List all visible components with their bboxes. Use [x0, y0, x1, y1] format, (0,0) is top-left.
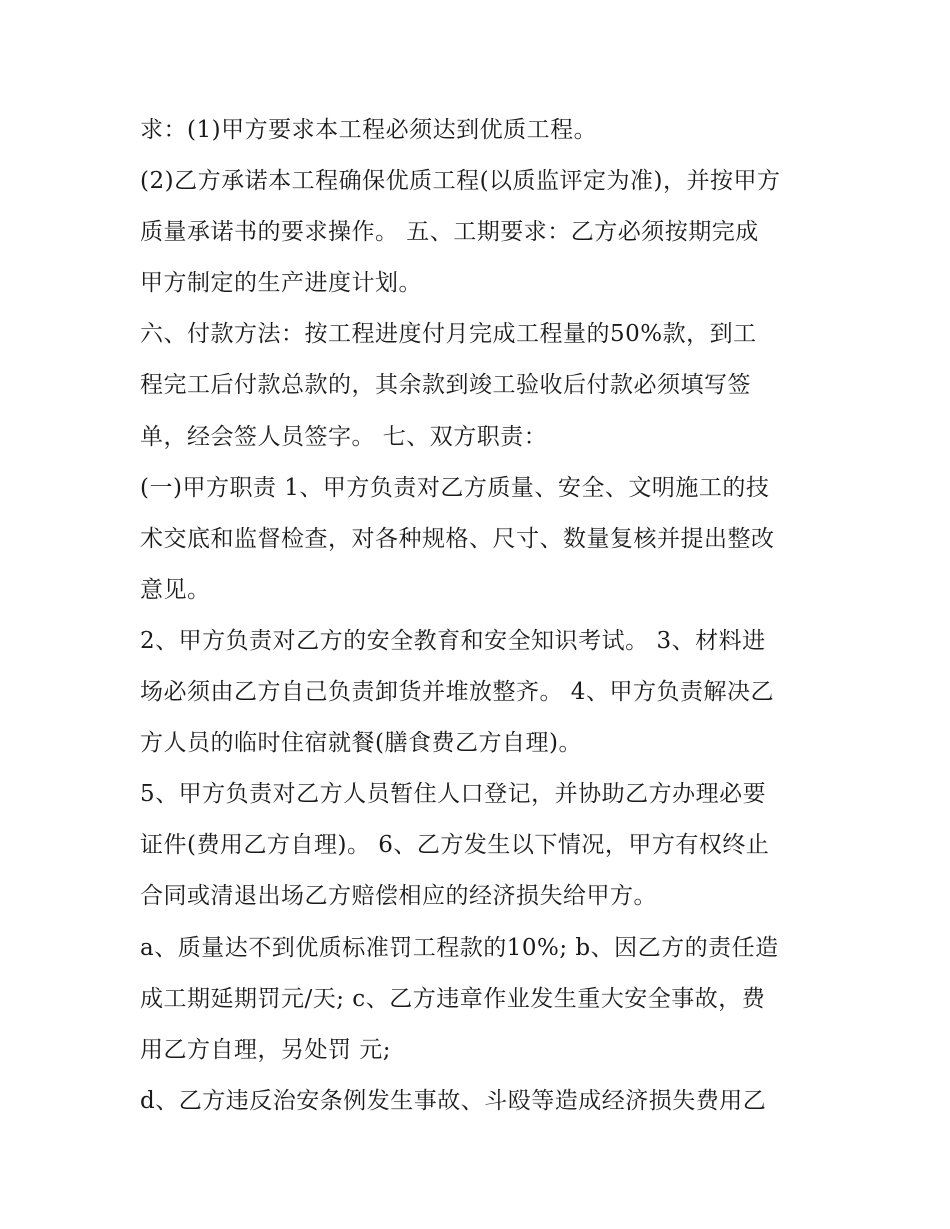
text-line: 5、甲方负责对乙方人员暂住人口登记，并协助乙方办理必要 — [140, 781, 767, 808]
text-line: (一)甲方职责 1、甲方负责对乙方质量、安全、文明施工的技 — [140, 474, 770, 501]
text-line: 六、付款方法：按工程进度付月完成工程量的50%款，到工 — [140, 321, 757, 348]
text-line: 术交底和监督检查，对各种规格、尺寸、数量复核并提出整改 — [140, 525, 775, 552]
text-line: 证件(费用乙方自理)。 6、乙方发生以下情况，甲方有权终止 — [140, 832, 770, 859]
text-line: 成工期延期罚元/天; c、乙方违章作业发生重大安全事故，费 — [140, 985, 766, 1012]
text-line: 意见。 — [140, 576, 211, 603]
text-line: (2)乙方承诺本工程确保优质工程(以质监评定为准)，并按甲方 — [140, 168, 781, 195]
text-line: 2、甲方负责对乙方的安全教育和安全知识考试。 3、材料进 — [140, 627, 766, 654]
text-line: 用乙方自理，另处罚 元; — [140, 1036, 392, 1063]
text-line: 场必须由乙方自己负责卸货并堆放整齐。 4、甲方负责解决乙 — [140, 679, 774, 706]
text-line: 方人员的临时住宿就餐(膳食费乙方自理)。 — [140, 730, 582, 757]
contract-text-body — [140, 105, 820, 1127]
text-line: 合同或清退出场乙方赔偿相应的经济损失给甲方。 — [140, 883, 657, 910]
text-line: 质量承诺书的要求操作。 五、工期要求：乙方必须按期完成 — [140, 219, 759, 246]
text-line: 单，经会签人员签字。 七、双方职责： — [140, 423, 548, 450]
text-line: a、质量达不到优质标准罚工程款的10%; b、因乙方的责任造 — [140, 934, 779, 961]
text-line: d、乙方违反治安条例发生事故、斗殴等造成经济损失费用乙 — [140, 1087, 767, 1114]
text-line: 甲方制定的生产进度计划。 — [140, 270, 422, 297]
text-line: 求：(1)甲方要求本工程必须达到优质工程。 — [140, 117, 598, 143]
text-line: 程完工后付款总款的，其余款到竣工验收后付款必须填写签 — [140, 372, 751, 399]
